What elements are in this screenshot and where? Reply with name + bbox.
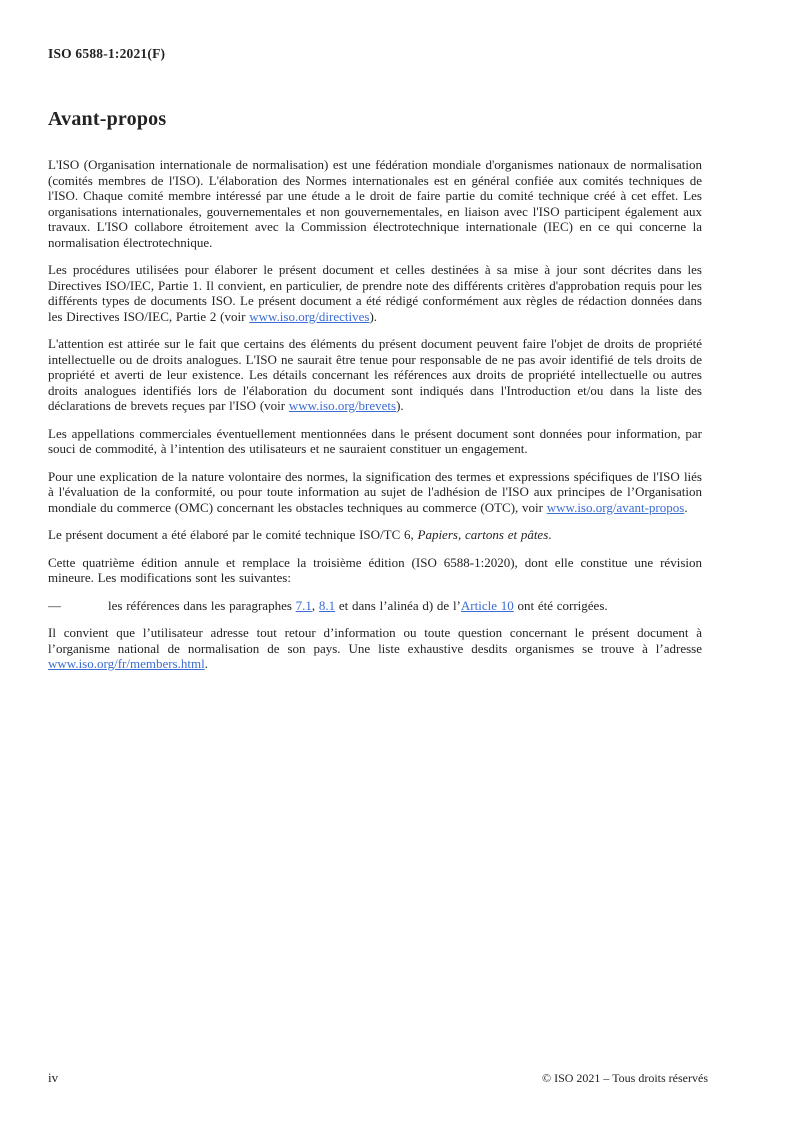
paragraph	[48, 426, 702, 457]
hyperlink[interactable]: www.iso.org/avant-propos	[546, 499, 685, 515]
paragraph	[48, 555, 702, 586]
text-run: L'ISO (Organisation internationale de normalisation) est une fédération mondiale d'organismes nationaux de normalisation (comités membres de l'ISO). L'élaboration des Normes internationales est en général confiée aux comités techniques de l'ISO. Chaque comité membre intéressé par une étude a le droit de faire partie du comité technique créé à cet effet. Les organisations internationales, gouvernementales et non gouvernementales, en liaison avec l'ISO participent également aux travaux. L'ISO collabore étroitement avec la Commission électrotechnique internationale (IEC) en ce qui concerne la normalisation électrotechnique.	[48, 157, 702, 250]
paragraph	[48, 336, 702, 414]
text-run: Cette quatrième édition annule et remplace la troisième édition (ISO 6588-1:2020), dont elle constitue une révision mineure. Les modifications sont les suivantes:	[48, 554, 702, 585]
text-run: et dans l’alinéa d) de l’	[335, 597, 461, 613]
page-number: iv	[48, 1070, 59, 1085]
page-footer	[48, 1070, 708, 1086]
document-reference: ISO 6588-1:2021(F)	[48, 46, 166, 61]
text-run: ).	[369, 308, 378, 324]
paragraph	[48, 262, 702, 324]
copyright-notice: © ISO 2021 – Tous droits réservés	[541, 1071, 708, 1085]
text-run: Les procédures utilisées pour élaborer le présent document et celles destinées à sa mise à jour sont décrites dans les Directives ISO/IEC, Partie 1. Il convient, en particulier, de prendre note des différents critères d'approbation requis pour les différents types de documents ISO. Le présent document a été rédigé conformément aux règles de rédaction données dans les Directives ISO/IEC, Partie 2 (voir	[48, 262, 702, 324]
page-title: Avant-propos	[48, 108, 167, 130]
hyperlink[interactable]: 7.1	[295, 597, 312, 613]
foreword-content	[48, 157, 702, 672]
text-run: Les appellations commerciales éventuellement mentionnées dans le présent document sont données pour information, par souci de commodité, à l’intention des utilisateurs et ne sauraient constituer un engagement.	[48, 425, 702, 456]
hyperlink[interactable]: www.iso.org/brevets	[288, 398, 397, 413]
text-run: ont été corrigées.	[513, 597, 608, 613]
bullet-dash: —	[48, 597, 61, 613]
hyperlink[interactable]: 8.1	[318, 597, 336, 613]
hyperlink[interactable]: Article 10	[460, 597, 514, 613]
text-run: Il convient que l’utilisateur adresse tout retour d’information ou toute question concernant le présent document à l’organisme national de normalisation de son pays. Une liste exhaustive desdits organismes se trouve à l’adresse	[48, 625, 702, 656]
text-run: ).	[396, 398, 404, 413]
text-run: .	[204, 656, 208, 671]
text-run: Le présent document a été élaboré par le comité technique ISO/TC 6,	[48, 527, 418, 542]
list-item	[48, 598, 702, 614]
list-item-text	[108, 598, 702, 614]
paragraph	[48, 625, 702, 672]
hyperlink[interactable]: www.iso.org/directives	[249, 308, 370, 324]
text-run: .	[684, 499, 688, 515]
text-run: les références dans les paragraphes	[108, 597, 296, 613]
text-run: ,	[311, 597, 319, 613]
text-run: .	[548, 527, 552, 542]
text-run: L'attention est attirée sur le fait que certains des éléments du présent document peuvent faire l'objet de droits de propriété intellectuelle ou de droits analogues. L'ISO ne saurait être tenue pour responsable de ne pas avoir identifié de tels droits de propriété et averti de leur existence. Les détails concernant les références aux droits de propriété intellectuelle ou autres droits analogues identifiés lors de l'élaboration du document sont indiqués dans l'Introduction et/ou dans la liste des déclarations de brevets reçues par l'ISO (voir	[48, 336, 702, 413]
italic-text-run: Papiers, cartons et pâtes	[417, 527, 549, 542]
text-run: Pour une explication de la nature volontaire des normes, la signification des termes et expressions spécifiques de l'ISO liés à l'évaluation de la conformité, ou pour toute information au sujet de l'adhésion de l'ISO aux principes de l’Organisation mondiale du commerce (OMC) concernant les obstacles techniques au commerce (OTC), voir	[48, 468, 702, 515]
paragraph	[48, 469, 702, 516]
hyperlink[interactable]: www.iso.org/fr/members.html	[48, 656, 205, 671]
paragraph	[48, 157, 702, 250]
paragraph	[48, 527, 702, 543]
